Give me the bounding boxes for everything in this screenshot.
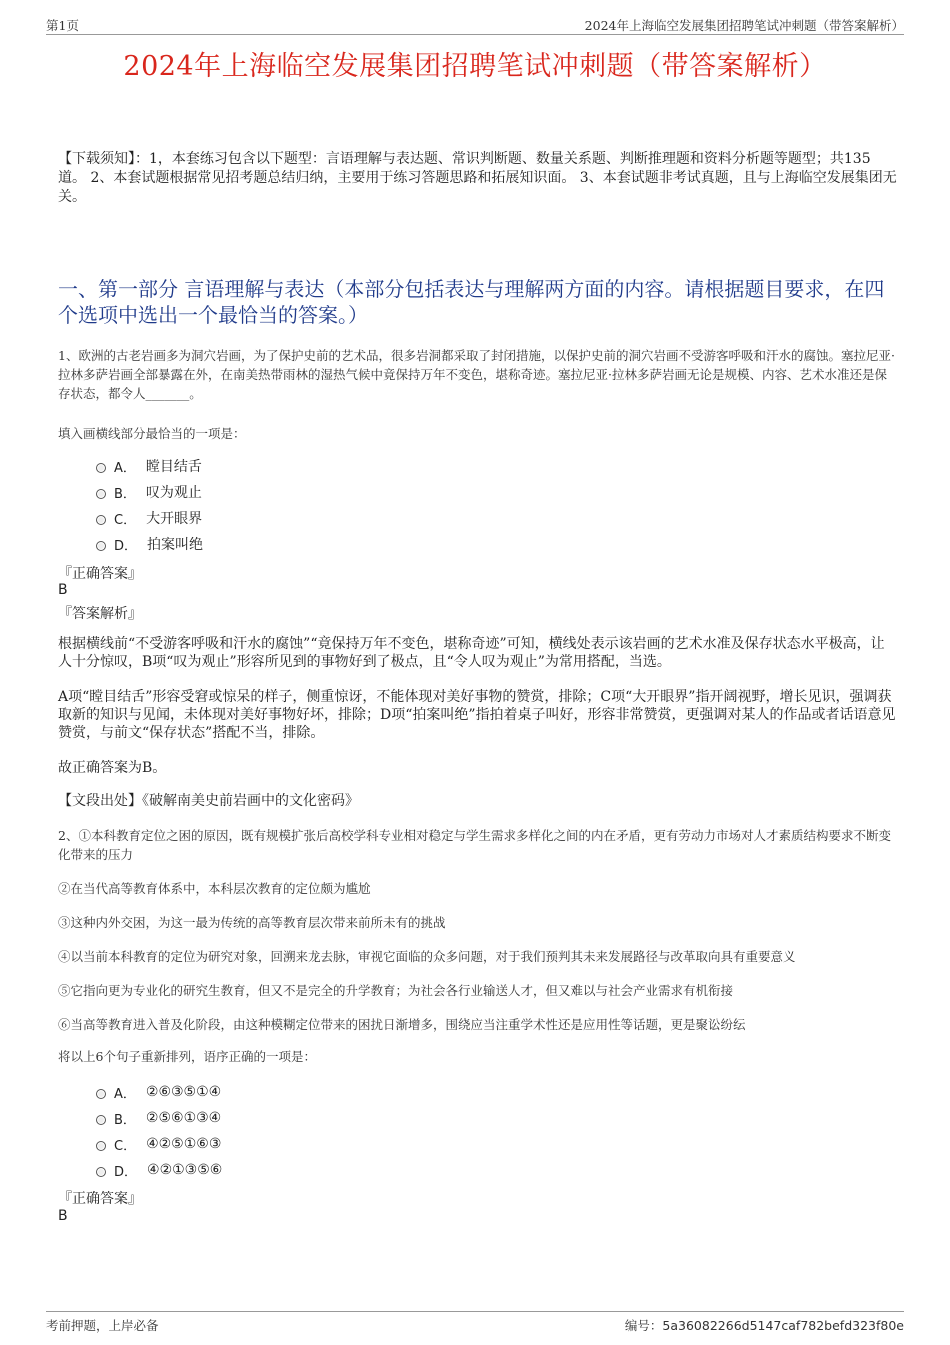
question-2-options xyxy=(96,1079,222,1183)
question-1-option-a[interactable]: A． 瞠目结舌 xyxy=(96,453,203,479)
question-1-options xyxy=(96,453,203,557)
question-1-answer-label: 『正确答案』 xyxy=(58,566,142,582)
radio-icon[interactable] xyxy=(96,463,106,473)
question-2-option-d[interactable]: D． ④②①③⑤⑥ xyxy=(96,1157,222,1183)
question-2-answer-label: 『正确答案』 xyxy=(58,1191,142,1207)
question-1-option-c[interactable]: C． 大开眼界 xyxy=(96,505,203,531)
download-notice: 【下载须知】：1，本套练习包含以下题型：言语理解与表达题、常识判断题、数量关系题、判断推理题和资料分析题等题型；共135道。 2、本套试题根据常见招考题总结归纳，主要用于练习答题思路和拓展知识面。 3、本套试题非考试真题，且与上海临空发展集团无关。 xyxy=(58,151,897,205)
question-2-sentence-2: ②在当代高等教育体系中，本科层次教育的定位颇为尴尬 xyxy=(58,881,371,896)
question-1-analysis-p3: 故正确答案为B。 xyxy=(58,760,167,776)
section-heading: 一、第一部分 言语理解与表达（本部分包括表达与理解两方面的内容。请根据题目要求，在四个选项中选出一个最恰当的答案。） xyxy=(58,277,885,327)
header-doc-title: 2024年上海临空发展集团招聘笔试冲刺题（带答案解析） xyxy=(584,18,904,33)
question-1-answer: B xyxy=(58,582,68,598)
question-1-option-b[interactable]: B． 叹为观止 xyxy=(96,479,203,505)
question-1-option-d[interactable]: D． 拍案叫绝 xyxy=(96,531,203,557)
question-2-option-a[interactable]: A． ②⑥③⑤①④ xyxy=(96,1079,222,1105)
question-2-prompt: 将以上6个句子重新排列，语序正确的一项是： xyxy=(58,1049,316,1064)
question-2-answer: B xyxy=(58,1208,68,1224)
question-2-sentence-1: 2、①本科教育定位之困的原因，既有规模扩张后高校学科专业相对稳定与学生需求多样化之间的内在矛盾，更有劳动力市场对人才素质结构要求不断变化带来的压力 xyxy=(58,828,891,862)
radio-icon[interactable] xyxy=(96,541,106,551)
question-1-analysis-label: 『答案解析』 xyxy=(58,606,142,622)
question-2-option-c[interactable]: C． ④②⑤①⑥③ xyxy=(96,1131,222,1157)
question-2-sentence-5: ⑤它指向更为专业化的研究生教育，但又不是完全的升学教育；为社会各行业输送人才，但又难以与社会产业需求有机衔接 xyxy=(58,983,734,998)
page-header xyxy=(46,14,904,35)
question-2-sentence-6: ⑥当高等教育进入普及化阶段，由这种模糊定位带来的困扰日渐增多，围绕应当注重学术性还是应用性等话题，更是聚讼纷纭 xyxy=(58,1017,746,1032)
radio-icon[interactable] xyxy=(96,515,106,525)
question-2-sentence-3: ③这种内外交困，为这一最为传统的高等教育层次带来前所未有的挑战 xyxy=(58,915,446,930)
document-title: 2024年上海临空发展集团招聘笔试冲刺题（带答案解析） xyxy=(123,51,827,82)
question-2-sentence-4: ④以当前本科教育的定位为研究对象，回溯来龙去脉，审视它面临的众多问题，对于我们预判其未来发展路径与改革取向具有重要意义 xyxy=(58,949,796,964)
radio-icon[interactable] xyxy=(96,1115,106,1125)
question-1-analysis-p1: 根据横线前“不受游客呼吸和汗水的腐蚀”“竟保持万年不变色，堪称奇迹”可知，横线处表示该岩画的艺术水准及保存状态水平极高，让人十分惊叹，B项“叹为观止”形容所见到的事物好到了极点，且“令人叹为观止”为常用搭配，当选。 xyxy=(58,636,885,670)
question-1-source: 【文段出处】《破解南美史前岩画中的文化密码》 xyxy=(58,793,359,809)
document-code: 编号：5a36082266d5147caf782befd323f80e xyxy=(624,1318,904,1333)
radio-icon[interactable] xyxy=(96,489,106,499)
footer-slogan: 考前押题，上岸必备 xyxy=(46,1318,159,1333)
question-1-stem: 1、欧洲的古老岩画多为洞穴岩画，为了保护史前的艺术品，很多岩洞都采取了封闭措施，以保护史前的洞穴岩画不受游客呼吸和汗水的腐蚀。塞拉尼亚·拉林多萨岩画全部暴露在外，在南美热带雨林的湿热气候中竟保持万年不变色，堪称奇迹。塞拉尼亚·拉林多萨岩画无论是规模、内容、艺术水准还是保存状态，都令人_______。 xyxy=(58,348,895,401)
page-footer xyxy=(46,1311,904,1334)
question-2-option-b[interactable]: B． ②⑤⑥①③④ xyxy=(96,1105,222,1131)
page-number: 第1页 xyxy=(46,18,79,33)
question-1-prompt: 填入画横线部分最恰当的一项是： xyxy=(58,426,246,441)
radio-icon[interactable] xyxy=(96,1141,106,1151)
question-1-analysis-p2: A项“瞠目结舌”形容受窘或惊呆的样子，侧重惊讶，不能体现对美好事物的赞赏，排除；C项“大开眼界”指开阔视野，增长见识，强调获取新的知识与见闻，未体现对美好事物好坏，排除；D项“拍案叫绝”指拍着桌子叫好，形容非常赞赏，更强调对某人的作品或者话语意见赞赏，与前文“保存状态”搭配不当，排除。 xyxy=(58,689,896,741)
radio-icon[interactable] xyxy=(96,1089,106,1099)
radio-icon[interactable] xyxy=(96,1167,106,1177)
